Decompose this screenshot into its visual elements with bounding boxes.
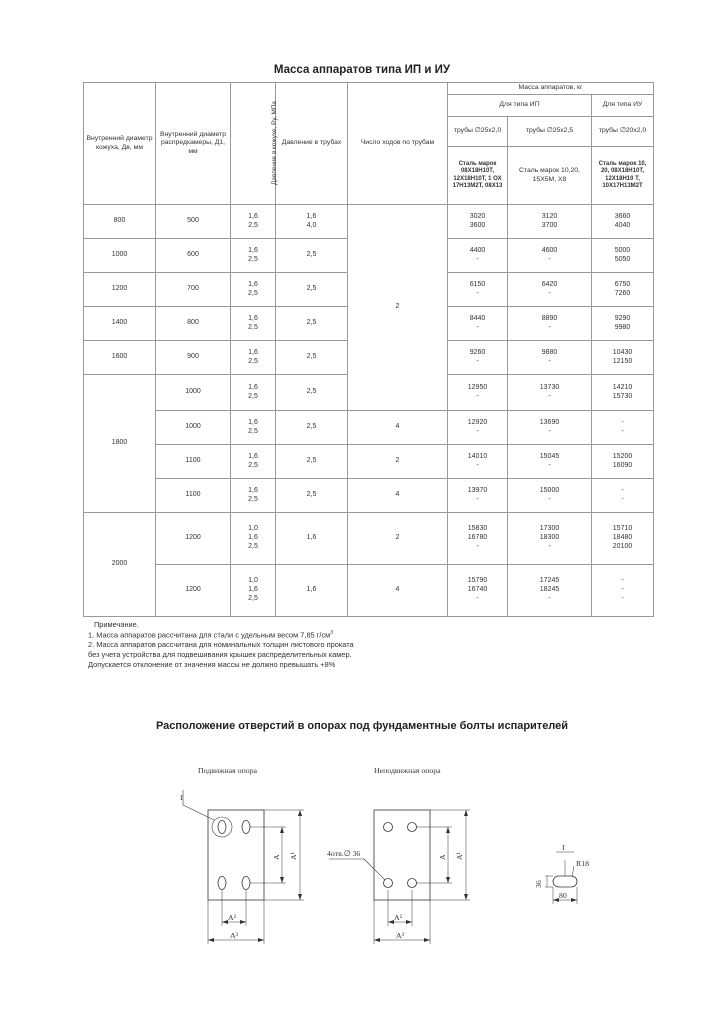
cell-m3: 10430 12150 [592,341,654,375]
cell-m2: 13690 - [508,411,592,445]
header-type-iu: Для типа ИУ [592,95,654,117]
cell-d1: 1100 [156,479,231,513]
cell-m1: 9260 - [448,341,508,375]
cell-ru: 1,6 2,5 [231,411,276,445]
cell-ru: 1,6 2,5 [231,205,276,239]
header-diameter: Внутренний диаметр кожуха, Дв, мм [84,83,156,205]
cell-m1: 14010 - [448,445,508,479]
cell-d1: 1200 [156,565,231,617]
cell-m2: 9880 - [508,341,592,375]
dim-a2-fixed: А² [394,913,402,922]
cell-dv: 1200 [84,273,156,307]
cell-passes: 4 [348,411,448,445]
cell-ru: 1,6 2,5 [231,341,276,375]
cell-pt: 2,5 [276,411,348,445]
cell-pt: 1,6 4,0 [276,205,348,239]
notes-title: Примечание. [94,620,139,629]
cell-d1: 900 [156,341,231,375]
cell-dv: 1600 [84,341,156,375]
cell-passes: 4 [348,479,448,513]
cell-ru: 1,6 2,5 [231,375,276,411]
dim-a-fixed: А [438,854,447,860]
note-3: без учета устройства для подвешивания крышек распределительных камер. [88,649,352,659]
note-2: 2. Масса аппаратов рассчитана для номинальных толщин листового проката [88,640,354,649]
page-title: Масса аппаратов типа ИП и ИУ [273,64,451,76]
header-pressure-shell-label: Давление в кожухе, Ру, МПа [270,101,278,186]
cell-pt: 2,5 [276,445,348,479]
cell-dv: 1000 [84,239,156,273]
cell-m1: 15790 16740 - [448,565,508,617]
cell-pt: 2,5 [276,479,348,513]
holes-label: 4отв.∅ 36 [327,849,361,858]
cell-ru: 1,0 1,6 2,5 [231,513,276,565]
cell-m1: 3020 3600 [448,205,508,239]
cell-pt: 2,5 [276,273,348,307]
note-1-sup: 3 [330,629,334,636]
movable-support-label: Подвижная опора [198,766,258,775]
cell-m2: 4600 - [508,239,592,273]
cell-m2: 6420 - [508,273,592,307]
dim-a3-fixed: А³ [396,931,404,940]
cell-d1: 600 [156,239,231,273]
section-title: Расположение отверстий в опорах под фундаментные болты испарителей [155,720,569,732]
dim-a3-movable: А³ [230,931,238,940]
dim-a1-fixed: А¹ [455,852,464,860]
cell-pt: 2,5 [276,239,348,273]
cell-m3: 6750 7260 [592,273,654,307]
header-steel-1: Сталь марок 08Х18Н10Т, 12Х18Н10Т, 1 ОХ 17Н13М2Т, 08Х13 [448,147,508,205]
cell-m2: 8890 - [508,307,592,341]
cell-m2: 15045 - [508,445,592,479]
cell-dv: 1400 [84,307,156,341]
fixed-plate [374,810,430,900]
cell-d1: 1000 [156,411,231,445]
cell-dv: 1800 [84,375,156,513]
cell-m3: 14210 15730 [592,375,654,411]
cell-d1: 700 [156,273,231,307]
cell-m1: 12920 - [448,411,508,445]
cell-d1: 1000 [156,375,231,411]
header-mass: Масса аппаратов, кг [448,83,654,95]
cell-ru: 1,6 2,5 [231,307,276,341]
cell-m1: 13970 - [448,479,508,513]
cell-m2: 17300 18300 - [508,513,592,565]
cell-m3: 15710 18480 20100 [592,513,654,565]
detail-slot [553,876,577,887]
dim-a-movable: А [272,854,281,860]
fixed-support-label: Неподвижная опора [374,766,441,775]
cell-passes-merged: 2 [348,205,448,411]
cell-m3: 5000 5050 [592,239,654,273]
detail-circle-i [212,817,232,837]
cell-m2: 15000 - [508,479,592,513]
cell-m3: 3660 4040 [592,205,654,239]
note-4: Допускается отклонение от значения массы не должно превышать +8% [88,659,336,669]
cell-passes: 2 [348,513,448,565]
cell-m1: 15830 16780 - [448,513,508,565]
cell-ru: 1,6 2,5 [231,273,276,307]
width-label: 80 [559,891,567,900]
cell-m2: 17245 18245 - [508,565,592,617]
cell-d1: 500 [156,205,231,239]
dim-a2-movable: А² [228,913,236,922]
movable-slot-holes [218,821,250,890]
cell-ru: 1,0 1,6 2,5 [231,565,276,617]
header-tube-1: трубы ∅25х2,0 [448,117,508,147]
cell-m2: 3120 3700 [508,205,592,239]
note-1: 1. Масса аппаратов рассчитана для стали с удельным весом 7,85 г/см [88,630,331,640]
cell-passes: 4 [348,565,448,617]
header-steel-2: Сталь марок 10,20, 15Х5М, Х8 [508,147,592,205]
height-label: 36 [534,880,543,888]
cell-pt: 1,6 [276,513,348,565]
header-tube-2: трубы ∅25х2,5 [508,117,592,147]
detail-mark-i: I [562,843,565,852]
cell-m3: - - [592,479,654,513]
cell-ru: 1,6 2,5 [231,445,276,479]
cell-m1: 6150 - [448,273,508,307]
header-tube-3: трубы ∅20х2,0 [592,117,654,147]
fixed-round-holes [384,823,417,888]
cell-ru: 1,6 2,5 [231,239,276,273]
cell-m2: 13730 - [508,375,592,411]
cell-pt: 1,6 [276,565,348,617]
cell-m1: 4400 - [448,239,508,273]
header-diameter-chamber: Внутренний диаметр распредкамеры, Д1, мм [156,83,231,205]
mark-i: I [180,793,183,802]
movable-plate [208,810,264,900]
cell-m1: 8440 - [448,307,508,341]
header-passes: Число ходов по трубам [348,83,448,205]
cell-m3: 9290 9980 [592,307,654,341]
cell-pt: 2,5 [276,375,348,411]
cell-d1: 1100 [156,445,231,479]
dim-a1-movable: А¹ [289,852,298,860]
cell-m3: - - - [592,565,654,617]
header-type-ip: Для типа ИП [448,95,592,117]
cell-passes: 2 [348,445,448,479]
cell-m1: 12950 - [448,375,508,411]
header-steel-3: Сталь марок 10, 20, 08Х18Н10Т, 12Х18Н10 Т, 10Х17Н13М2Т [592,147,654,205]
cell-dv: 2000 [84,513,156,617]
cell-m3: 15200 16090 [592,445,654,479]
cell-pt: 2,5 [276,341,348,375]
cell-dv: 800 [84,205,156,239]
cell-pt: 2,5 [276,307,348,341]
cell-m3: - - [592,411,654,445]
cell-ru: 1,6 2,5 [231,479,276,513]
radius-label: R18 [576,859,589,868]
header-pressure-tubes: Давление в трубах [276,83,348,205]
cell-d1: 1200 [156,513,231,565]
cell-d1: 800 [156,307,231,341]
